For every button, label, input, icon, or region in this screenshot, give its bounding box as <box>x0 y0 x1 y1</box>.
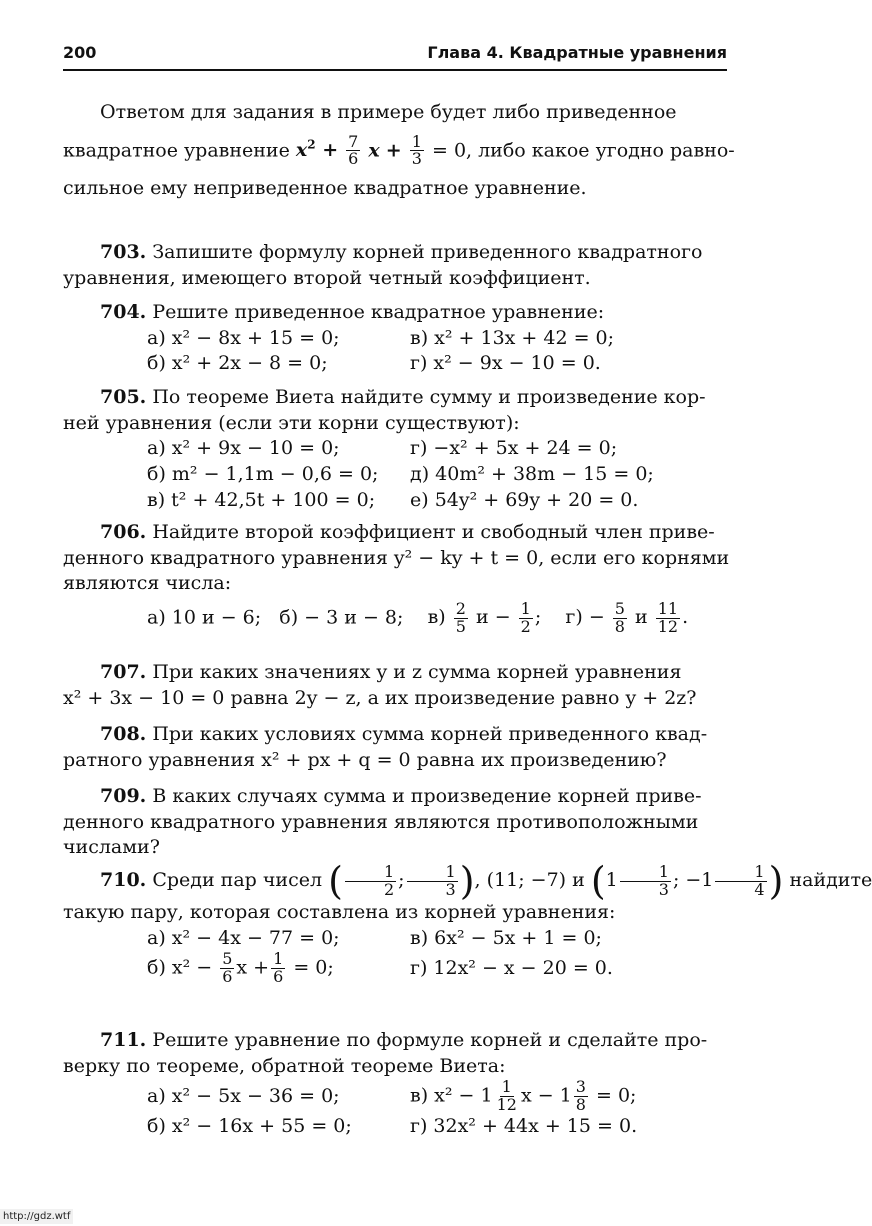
exercise-711-items <box>147 1079 727 1139</box>
page-header <box>63 40 727 64</box>
item-a: а) x² − 4x − 77 = 0; <box>147 926 340 949</box>
exercise-711: 711. Решите уравнение по формуле корней и сделайте про- верку по теореме, обратной теореме Виета: а) x² − 5x − 36 = 0; в) x² − 1 $\frac{1}{12}$ x − 1 $\frac{3}{8}$ = 0; б) x² − 16x + 55 = 0; г) 32x² + 44x + 15 = 0. <box>63 1028 727 1140</box>
item-v: в) x² − 1 $\frac{1}{12}$ x − 1 $\frac{3}{8}$ = 0; <box>410 1077 637 1115</box>
header-rule <box>63 69 727 71</box>
source-link[interactable]: http://gdz.wtf <box>0 1209 73 1225</box>
exercise-710-line-1: 710. Среди пар чисел ( $\frac{1}{2}$ ; $\frac{1}{3}$ ), (11; −7) и (1 $\frac{1}{3}$ ; −1 $\frac{1}{4}$ ) найдите <box>100 859 872 903</box>
exercise-708: 708. При каких условиях сумма корней приведенного квад- ратного уравнения x² + px + q = 0 равна их произведению? <box>63 723 708 771</box>
item-e: е) 54y² + 69y + 20 = 0. <box>410 488 639 511</box>
item-d: д) 40m² + 38m − 15 = 0; <box>410 462 654 485</box>
item-v: в) $\frac{2}{5}$ и − $\frac{1}{2}$ ; <box>427 598 542 636</box>
item-b: б) x² − $\frac{5}{6}$ x + $\frac{1}{6}$ = 0; <box>147 949 334 987</box>
item-b: б) m² − 1,1m − 0,6 = 0; <box>147 462 379 485</box>
item-a: а) 10 и − 6; <box>147 606 262 629</box>
intro-paragraph <box>63 100 735 202</box>
exercise-710: 710. Среди пар чисел ( $\frac{1}{2}$ ; $\frac{1}{3}$ ), (11; −7) и (1 $\frac{1}{3}$ ; −1 $\frac{1}{4}$ ) найдите такую пару, которая составлена из корней уравнения: а) x² − 4x − 77 = 0; в) 6x² − 5x + 1 = 0; б) x² − $\frac{5}{6}$ x + $\frac{1}{6}$ = 0; г) 12x² − x − 20 = 0. <box>63 859 872 987</box>
page-number: 200 <box>63 43 97 63</box>
exercise-706-items <box>147 598 727 636</box>
exercise-706: 706. Найдите второй коэффициент и свободный член приве- денного квадратного уравнения y² − ky + t = 0, если его корнями являются числа: а) 10 и − 6; б) − 3 и − 8; в) $\frac{2}{5}$ и − $\frac{1}{2}$ ; г) − $\frac{5}{8}$ и $\frac{11}{12}$ . <box>63 521 730 636</box>
item-a: а) x² + 9x − 10 = 0; <box>147 437 340 460</box>
item-b: б) x² + 2x − 8 = 0; <box>147 352 328 375</box>
item-g: г) 12x² − x − 20 = 0. <box>410 956 613 979</box>
intro-line-1: Ответом для задания в примере будет либо приведенное <box>100 101 677 123</box>
item-g: г) x² − 9x − 10 = 0. <box>410 352 601 375</box>
exercise-705: 705. По теореме Виета найдите сумму и произведение кор- ней уравнения (если эти корни существуют): а) x² + 9x − 10 = 0; г) −x² + 5x + 24 = 0; б) m² − 1,1m − 0,6 = 0; д) 40m² + 38m − 15 = 0; в) t² + 42,5t + 100 = 0; е) 54y² + 69y + 20 = 0. <box>63 385 727 513</box>
item-g: г) 32x² + 44x + 15 = 0. <box>410 1114 638 1137</box>
exercise-704: 704. Решите приведенное квадратное уравнение: а) x² − 8x + 15 = 0; в) x² + 13x + 42 = 0; б) x² + 2x − 8 = 0; г) x² − 9x − 10 = 0. <box>63 300 727 377</box>
exercise-707: 707. При каких значениях y и z сумма корней уравнения x² + 3x − 10 = 0 равна 2y − z, а их произведение равно y + 2z? <box>63 661 697 709</box>
chapter-title: Глава 4. Квадратные уравнения <box>427 43 727 63</box>
item-a: а) x² − 5x − 36 = 0; <box>147 1084 340 1107</box>
item-g: г) −x² + 5x + 24 = 0; <box>410 437 618 460</box>
fraction: $\frac{7}{6}$ <box>348 131 359 169</box>
intro-line-2: квадратное уравнение $x^2$ + $\frac{7}{6}$ x + $\frac{1}{3}$ = 0, либо какое угодно равно- <box>63 131 735 169</box>
item-g: г) − $\frac{5}{8}$ и $\frac{11}{12}$ . <box>565 598 689 636</box>
exercise-710-items <box>147 926 727 986</box>
intro-line-3: сильное ему неприведенное квадратное уравнение. <box>63 177 587 200</box>
fraction: $\frac{1}{3}$ <box>411 131 422 169</box>
item-b: б) x² − 16x + 55 = 0; <box>147 1114 352 1137</box>
exercise-705-items <box>147 436 727 513</box>
item-v: в) 6x² − 5x + 1 = 0; <box>410 926 602 949</box>
exercise-709: 709. В каких случаях сумма и произведение корней приве- денного квадратного уравнения являются противоположными числами? <box>63 785 702 859</box>
item-a: а) x² − 8x + 15 = 0; <box>147 326 340 349</box>
exercise-704-items <box>147 326 727 377</box>
item-b: б) − 3 и − 8; <box>279 606 404 629</box>
exercise-703: 703. Запишите формулу корней приведенного квадратного уравнения, имеющего второй четный коэффициент. <box>63 241 703 289</box>
item-v: в) t² + 42,5t + 100 = 0; <box>147 488 376 511</box>
item-v: в) x² + 13x + 42 = 0; <box>410 326 615 349</box>
